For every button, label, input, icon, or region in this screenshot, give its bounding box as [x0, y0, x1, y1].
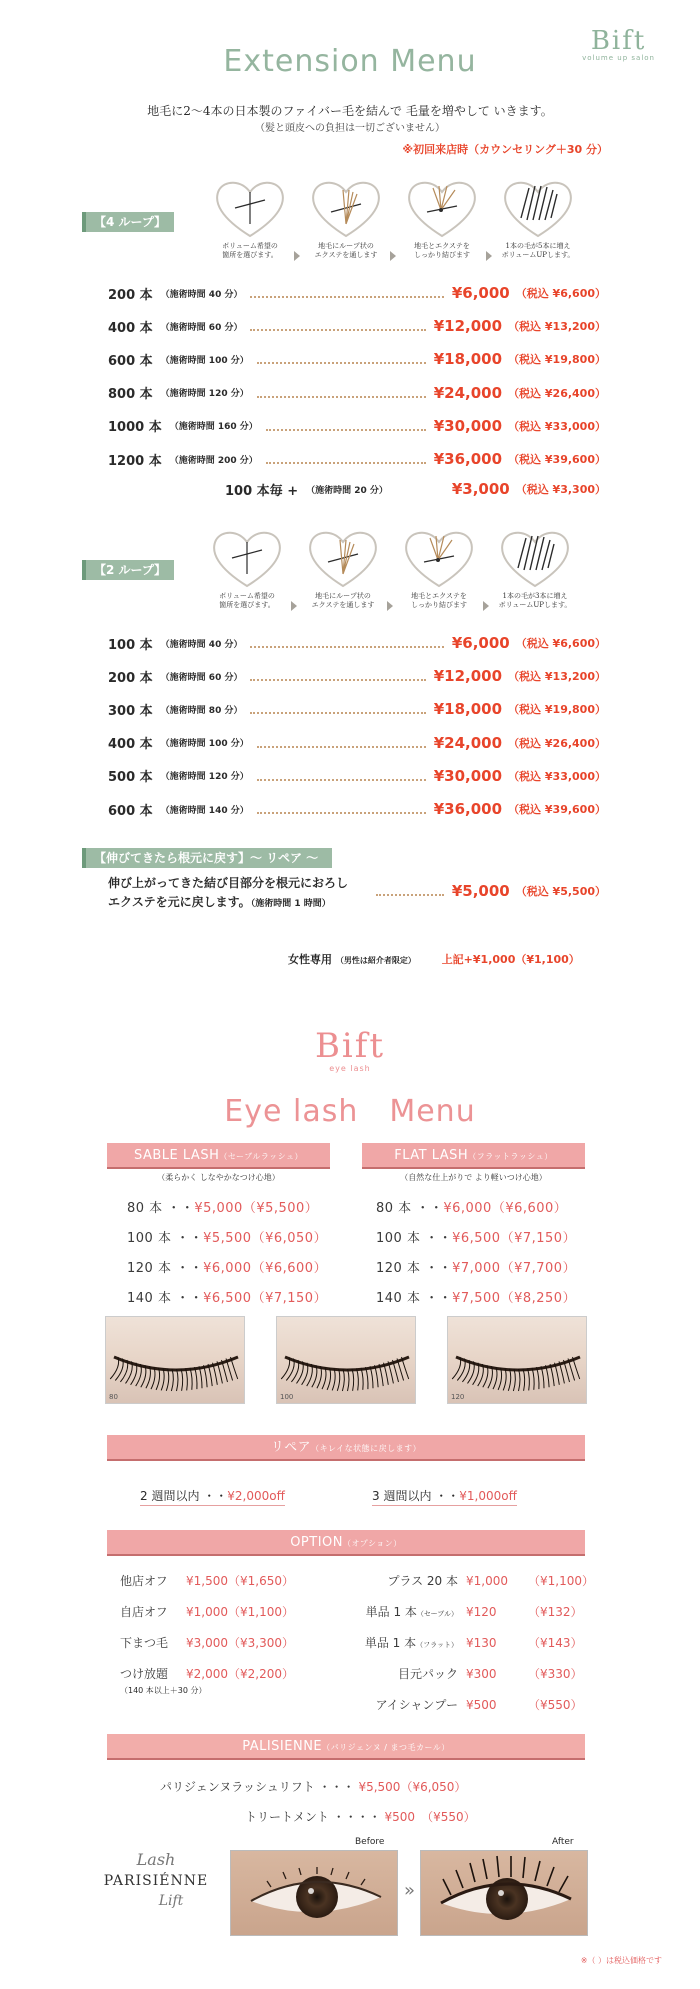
lash-count: 120 本 ・・ [376, 1261, 453, 1276]
repair-head: リペア [270, 1440, 312, 1455]
dotted-leader [250, 296, 443, 298]
step-caption: ボリューム希望の 箇所を選びます。 [219, 592, 275, 609]
row-tax: （税込 ¥39,600） [508, 453, 606, 466]
option-row [326, 1572, 594, 1589]
repair-3weeks [372, 1487, 517, 1506]
lash-tax: （¥7,700） [500, 1261, 577, 1276]
row-price: ¥12,000 [433, 667, 503, 686]
section-tag-repair: 【伸びてきたら根元に戻す】〜 リペア 〜 [82, 848, 332, 868]
lash-price: ¥6,000 [443, 1201, 492, 1216]
row-price: ¥24,000 [433, 383, 503, 402]
women-only-row [288, 951, 580, 967]
lash-photo-label: 100 [280, 1393, 294, 1401]
row-price: ¥36,000 [433, 450, 503, 468]
dotted-leader [257, 362, 426, 364]
lash-photo-label: 80 [109, 1393, 118, 1401]
price-row [108, 632, 606, 654]
extra-tax: （税込 ¥3,300） [515, 483, 606, 496]
dotted-leader [250, 679, 425, 681]
row-count: 400 本 [108, 737, 153, 753]
dotted-leader [266, 429, 426, 431]
step-arrow-icon [390, 251, 396, 261]
parisienne-logo-main: PARISIÉNNE [103, 1873, 209, 1889]
palisienne-head-sub: （パリジェンヌ / まつ毛カール） [322, 1743, 450, 1752]
step-arrow-icon [486, 251, 492, 261]
step-4 [498, 178, 578, 260]
parisienne-logo-sub: Lift [158, 1893, 184, 1909]
lash-count: 120 本 ・・ [127, 1261, 204, 1276]
step-arrow-icon [483, 601, 489, 611]
lash-row [127, 1197, 318, 1216]
option-tax: （¥550） [528, 1698, 583, 1712]
row-time: （施術時間 160 分） [169, 422, 258, 433]
option-tax: （¥143） [528, 1636, 583, 1650]
lash-count: 80 本 ・・ [376, 1201, 444, 1216]
dotted-leader [250, 712, 425, 714]
repair-3weeks-price: ¥1,000off [459, 1489, 517, 1503]
lash-row [127, 1257, 327, 1276]
option-label: 下まつ毛 [120, 1636, 169, 1650]
step-arrow-icon [387, 601, 393, 611]
intro-subtext: （髪と頭皮への負担は一切ございません） [255, 123, 445, 134]
dotted-leader [257, 746, 426, 748]
palisienne-treatment-price: ¥500 （¥550） [384, 1810, 476, 1824]
lash-photo [105, 1316, 245, 1404]
lash-tax: （¥8,250） [500, 1291, 577, 1306]
option-label-wrap [326, 1603, 466, 1620]
repair-price-row [376, 880, 606, 902]
step-2 [303, 528, 383, 610]
row-time: （施術時間 100 分） [160, 739, 249, 750]
row-price: ¥6,000 [451, 284, 510, 302]
row-tax: （税込 ¥19,800） [508, 353, 606, 367]
option-price: ¥1,000 [466, 1574, 508, 1588]
lash-tax: （¥7,150） [500, 1231, 577, 1246]
women-only-note: （男性は紹介者限定） [335, 956, 416, 965]
price-row [108, 665, 606, 687]
price-row [108, 798, 606, 820]
price-row [108, 348, 606, 370]
step-caption: 地毛にループ状の エクステを通します [311, 592, 375, 609]
row-price: ¥12,000 [433, 317, 503, 336]
step-3 [402, 178, 482, 260]
option-price: ¥1,500 [186, 1574, 228, 1588]
row-tax: （税込 ¥26,400） [508, 386, 606, 400]
sable-lash-header [107, 1143, 330, 1169]
first-visit-note: ※初回来店時（カウンセリング＋30 分） [402, 143, 608, 156]
dotted-leader [257, 396, 426, 398]
lash-tax: （¥7,150） [251, 1291, 328, 1306]
option-row [120, 1665, 294, 1682]
row-price: ¥18,000 [433, 350, 503, 369]
heart-step-icon [496, 528, 574, 590]
step-caption: 地毛にループ状の エクステを通します [314, 242, 378, 259]
option-label-wrap [326, 1665, 466, 1682]
option-row [326, 1696, 583, 1713]
section-tag-2loop: 【2 ループ】 [82, 560, 174, 580]
repair-2weeks [140, 1487, 285, 1506]
option-sublabel: （セーブル） [416, 1610, 458, 1618]
row-count: 300 本 [108, 703, 153, 719]
price-row-extra [225, 478, 606, 500]
option-row [326, 1634, 583, 1651]
option-label-wrap [326, 1572, 466, 1589]
row-tax: （税込 ¥13,200） [508, 670, 606, 684]
heart-step-icon [403, 178, 481, 240]
row-time: （施術時間 120 分） [160, 772, 249, 783]
step-1 [207, 528, 287, 610]
row-tax: （税込 ¥13,200） [508, 320, 606, 334]
palisienne-lift-label: パリジェンヌラッシュリフト ・・・ [160, 1780, 355, 1794]
option-label-wrap [326, 1696, 466, 1713]
step-caption: 地毛とエクステを しっかり結びます [411, 592, 467, 609]
flat-head: FLAT LASH [394, 1148, 469, 1163]
price-row [108, 282, 606, 304]
row-count: 1200 本 [108, 453, 162, 469]
flat-lash-header [362, 1143, 585, 1169]
lash-row [376, 1227, 576, 1246]
repair-head-sub: （キレイな状態に戻します） [311, 1444, 422, 1453]
row-count: 200 本 [108, 670, 153, 686]
row-time: （施術時間 60 分） [160, 672, 243, 683]
lash-count: 140 本 ・・ [127, 1291, 204, 1306]
option-price: ¥500 [466, 1698, 497, 1712]
option-sublabel: （フラット） [416, 1641, 458, 1649]
intro-text: 地毛に2〜4本の日本製のファイバー毛を結んで 毛量を増やして いきます。 [147, 104, 553, 118]
after-photo [420, 1850, 588, 1936]
price-row [108, 382, 606, 404]
lash-price: ¥6,000 [203, 1261, 252, 1276]
option-head: OPTION [290, 1535, 344, 1550]
lash-price: ¥6,500 [203, 1291, 252, 1306]
page-title: Extension Menu [223, 44, 477, 79]
sable-head-sub: （セーブルラッシュ） [219, 1152, 303, 1161]
row-price: ¥18,000 [433, 700, 503, 719]
row-count: 800 本 [108, 387, 153, 403]
dotted-leader [266, 462, 426, 464]
lash-count: 100 本 ・・ [376, 1231, 453, 1246]
step-caption: 地毛とエクステを しっかり結びます [414, 242, 470, 259]
option-price: ¥120 [466, 1605, 497, 1619]
dotted-leader [257, 779, 426, 781]
repair-line1: 伸び上がってきた結び目部分を根元におろし [108, 876, 349, 890]
price-row [108, 415, 606, 437]
flat-note: （自然な仕上がりで より軽いつけ心地） [400, 1173, 547, 1182]
option-price: ¥2,000 [186, 1667, 228, 1681]
palisienne-header [107, 1734, 585, 1760]
lash-tax: （¥6,600） [251, 1261, 328, 1276]
row-price: ¥24,000 [433, 733, 503, 752]
lash-row [127, 1287, 327, 1306]
dotted-leader [250, 329, 425, 331]
sable-head: SABLE LASH [134, 1148, 220, 1163]
option-tax: （¥1,100） [228, 1605, 294, 1619]
lash-tax: （¥5,500） [242, 1201, 319, 1216]
dotted-leader [250, 646, 443, 648]
loop2-steps [207, 528, 607, 618]
row-count: 400 本 [108, 320, 153, 336]
lash-row [376, 1257, 576, 1276]
lash-count: 140 本 ・・ [376, 1291, 453, 1306]
heart-step-icon [400, 528, 478, 590]
step-caption: ボリューム希望の 箇所を選びます。 [222, 242, 278, 259]
option-label: 単品 1 本 [365, 1605, 417, 1619]
row-time: （施術時間 80 分） [160, 705, 243, 716]
palisienne-treatment-label: トリートメント ・・・・ [245, 1810, 381, 1824]
before-label: Before [355, 1837, 385, 1847]
option-row [120, 1572, 294, 1589]
option-price: ¥130 [466, 1636, 497, 1650]
option-label: 他店オフ [120, 1574, 168, 1588]
row-tax: （税込 ¥6,600） [515, 637, 606, 650]
lash-price: ¥6,500 [452, 1231, 501, 1246]
before-photo [230, 1850, 398, 1936]
option-row [326, 1665, 583, 1682]
row-price: ¥30,000 [433, 416, 503, 435]
option-left-note: （140 本以上＋30 分） [120, 1686, 207, 1695]
row-count: 500 本 [108, 770, 153, 786]
lash-row [127, 1227, 327, 1246]
option-price: ¥300 [466, 1667, 497, 1681]
women-only-price: 上記+¥1,000（¥1,100） [441, 953, 580, 966]
loop4-steps [210, 178, 610, 268]
eyelash-title: Eye lash Menu [224, 1094, 476, 1129]
row-price: ¥36,000 [433, 800, 503, 818]
palisienne-treatment-row [245, 1808, 476, 1825]
repair-time: （施術時間 1 時間） [250, 899, 331, 909]
repair-description [108, 874, 348, 914]
lash-tax: （¥6,050） [251, 1231, 328, 1246]
price-row [108, 315, 606, 337]
lash-photo-label: 120 [451, 1393, 465, 1401]
extra-price: ¥3,000 [451, 480, 510, 498]
step-arrow-icon [294, 251, 300, 261]
palisienne-head: PALISIENNE [242, 1739, 323, 1754]
option-label: 単品 1 本 [364, 1636, 417, 1650]
option-label: つけ放題 [120, 1667, 169, 1681]
option-header [107, 1530, 585, 1556]
option-price: ¥1,000 [186, 1605, 228, 1619]
step-caption: 1本の毛が5本に増え ボリュームUPします。 [501, 242, 575, 259]
heart-step-icon [499, 178, 577, 240]
parisienne-logo [96, 1850, 216, 1940]
heart-step-icon [307, 178, 385, 240]
option-row [120, 1634, 294, 1651]
step-1 [210, 178, 290, 260]
price-row [108, 448, 606, 470]
parisienne-logo-top: Lash [136, 1850, 176, 1869]
row-price: ¥6,000 [451, 634, 510, 652]
lash-count: 80 本 ・・ [127, 1201, 195, 1216]
row-count: 1000 本 [108, 420, 162, 436]
option-label-wrap [326, 1634, 466, 1651]
lash-tax: （¥6,600） [491, 1201, 568, 1216]
price-row [108, 698, 606, 720]
row-time: （施術時間 60 分） [160, 322, 243, 333]
option-label: プラス 20 本 [387, 1574, 458, 1588]
sable-note: （柔らかく しなやかなつけ心地） [157, 1173, 280, 1182]
row-tax: （税込 ¥19,800） [508, 703, 606, 717]
price-row [108, 732, 606, 754]
repair-2weeks-price: ¥2,000off [227, 1489, 285, 1503]
option-tax: （¥2,200） [228, 1667, 294, 1681]
row-tax: （税込 ¥33,000） [508, 419, 606, 433]
lash-price: ¥7,500 [452, 1291, 501, 1306]
repair-line2: エクステを元に戻します。 [108, 895, 251, 909]
row-count: 600 本 [108, 353, 153, 369]
lash-price: ¥7,000 [452, 1261, 501, 1276]
lash-photo [276, 1316, 416, 1404]
option-row [120, 1603, 294, 1620]
option-tax: （¥1,100） [528, 1574, 594, 1588]
row-time: （施術時間 40 分） [160, 639, 243, 650]
row-time: （施術時間 120 分） [160, 389, 249, 400]
eyelash-logo-subtext: eye lash [329, 1064, 371, 1073]
step-3 [399, 528, 479, 610]
repair-tax: （税込 ¥5,500） [515, 885, 606, 898]
extra-count: 100 本毎 + [225, 483, 299, 499]
row-count: 200 本 [108, 287, 153, 303]
step-2 [306, 178, 386, 260]
logo-text: Bift [590, 26, 647, 56]
row-time: （施術時間 140 分） [160, 805, 249, 816]
heart-step-icon [208, 528, 286, 590]
row-count: 600 本 [108, 803, 153, 819]
before-after-arrow: » [404, 1880, 416, 1901]
row-time: （施術時間 200 分） [169, 455, 258, 466]
section-tag-4loop: 【4 ループ】 [82, 212, 174, 232]
row-tax: （税込 ¥39,600） [508, 803, 606, 816]
option-label: 目元パック [397, 1667, 458, 1681]
flat-head-sub: （フラットラッシュ） [468, 1152, 553, 1161]
palisienne-lift-price: ¥5,500（¥6,050） [358, 1780, 467, 1794]
repair-header [107, 1435, 585, 1461]
palisienne-lift-row [160, 1778, 466, 1795]
bift-eyelash-logo [0, 1028, 700, 1073]
option-tax: （¥132） [528, 1605, 583, 1619]
lash-price: ¥5,500 [203, 1231, 252, 1246]
eyelash-logo-text: Bift [314, 1026, 386, 1066]
lash-price: ¥5,000 [194, 1201, 243, 1216]
option-head-sub: （オプション） [343, 1539, 402, 1548]
option-price: ¥3,000 [186, 1636, 228, 1650]
lash-count: 100 本 ・・ [127, 1231, 204, 1246]
option-row [326, 1603, 583, 1620]
row-price: ¥30,000 [433, 766, 503, 785]
lash-photo [447, 1316, 587, 1404]
option-tax: （¥3,300） [228, 1636, 294, 1650]
row-tax: （税込 ¥26,400） [508, 736, 606, 750]
option-label: アイシャンプー [375, 1698, 458, 1712]
lash-row [376, 1287, 576, 1306]
row-time: （施術時間 40 分） [160, 289, 243, 300]
step-4 [495, 528, 575, 610]
heart-step-icon [304, 528, 382, 590]
price-row [108, 765, 606, 787]
option-tax: （¥330） [528, 1667, 583, 1681]
women-only-label: 女性専用 [288, 953, 332, 966]
row-tax: （税込 ¥6,600） [515, 287, 606, 300]
row-tax: （税込 ¥33,000） [508, 769, 606, 783]
lash-row [376, 1197, 567, 1216]
row-time: （施術時間 100 分） [160, 355, 249, 366]
repair-price: ¥5,000 [451, 882, 510, 900]
repair-2weeks-label: 2 週間以内 ・・ [140, 1489, 228, 1503]
dotted-leader [257, 812, 426, 814]
after-label: After [552, 1837, 574, 1847]
option-tax: （¥1,650） [228, 1574, 294, 1588]
footnote: ※（ ）は税込価格です [580, 1956, 662, 1965]
row-count: 100 本 [108, 637, 153, 653]
option-label: 自店オフ [120, 1605, 168, 1619]
logo-subtext: volume up salon [582, 54, 655, 62]
heart-step-icon [211, 178, 289, 240]
step-arrow-icon [291, 601, 297, 611]
repair-3weeks-label: 3 週間以内 ・・ [372, 1489, 460, 1503]
step-caption: 1本の毛が3本に増え ボリュームUPします。 [498, 592, 572, 609]
extra-time: （施術時間 20 分） [306, 485, 388, 496]
